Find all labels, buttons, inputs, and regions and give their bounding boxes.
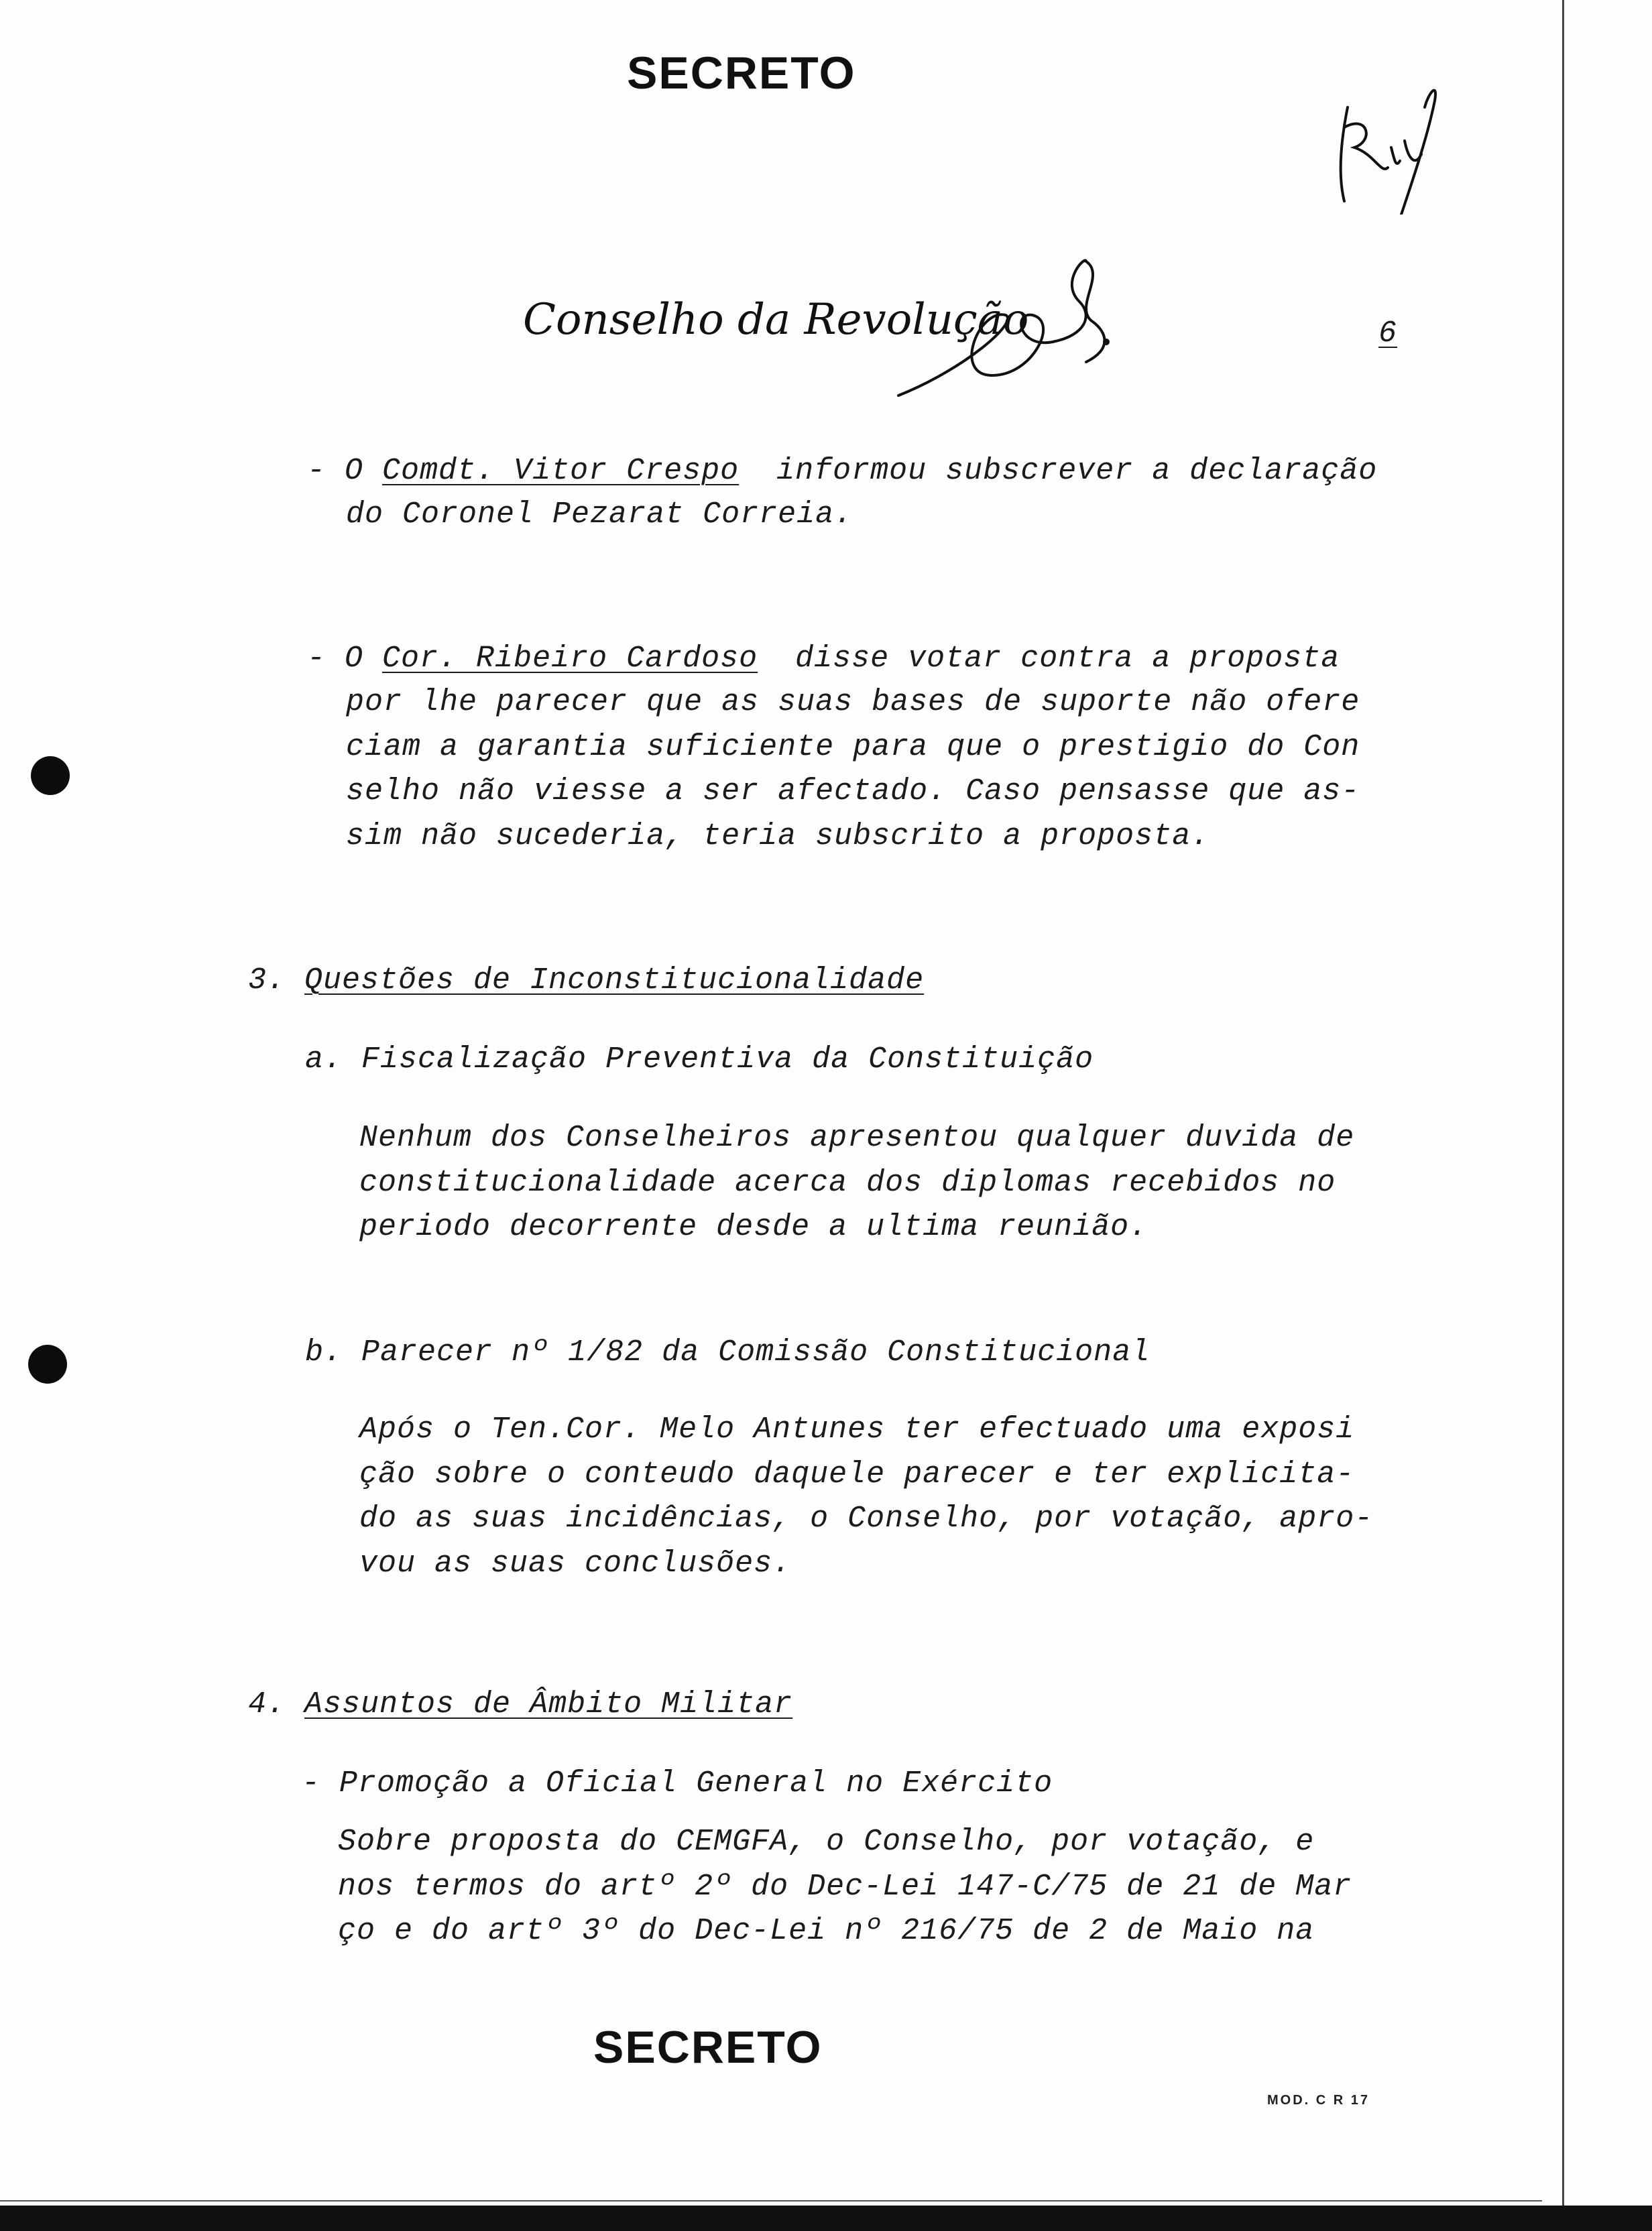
page-number: 6 [1378,316,1398,351]
paragraph-text: disse votar contra a proposta [758,642,1340,676]
classification-stamp-top: SECRETO [627,48,856,99]
subsection-3b-line3: do as suas incidências, o Conselho, por votação, apro- [359,1502,1374,1536]
subsection-3a-heading: a. Fiscalização Preventiva da Constituição [305,1042,1094,1077]
section-4-item-heading: - Promoção a Oficial General no Exército [302,1766,1053,1801]
subsection-3b-line2: ção sobre o conteudo daquele parecer e ter explicita- [359,1457,1355,1492]
paragraph-text: informou subscrever a declaração [739,454,1378,488]
scan-edge-right [1562,0,1564,2231]
paragraph-cardoso-line2: por lhe parecer que as suas bases de suporte não ofere [346,685,1360,719]
paragraph-crespo-line2: do Coronel Pezarat Correia. [346,497,853,532]
dash-marker: - O [307,454,383,488]
classification-stamp-bottom: SECRETO [593,2022,823,2073]
signature-rubric [885,241,1126,402]
speaker-name: Comdt. Vitor Crespo [382,454,740,488]
subsection-3a-line1: Nenhum dos Conselheiros apresentou qualquer duvida de [359,1121,1355,1155]
form-reference: MOD. C R 17 [1267,2093,1370,2108]
handwritten-initials [1321,67,1441,215]
section-4-heading [248,1683,792,1727]
scan-edge-bottom-line [0,2200,1542,2202]
subsection-3b-line1: Após o Ten.Cor. Melo Antunes ter efectuado uma exposi [359,1412,1355,1447]
subsection-3b-heading: b. Parecer nº 1/82 da Comissão Constitucional [305,1335,1150,1370]
paragraph-cardoso-line5: sim não sucederia, teria subscrito a proposta. [346,819,1210,853]
section-3-heading [248,959,924,1003]
section-4-line3: ço e do artº 3º do Dec-Lei nº 216/75 de 2 de Maio na [338,1914,1315,1948]
punch-hole [31,756,70,795]
section-4-line1: Sobre proposta do CEMGFA, o Conselho, por votação, e [338,1825,1315,1859]
section-title: Assuntos de Âmbito Militar [304,1687,793,1722]
letterhead-title: Conselho da Revolução [523,295,1029,345]
paragraph-cardoso-line4: selho não viesse a ser afectado. Caso pensasse que as- [346,774,1360,808]
paragraph-cardoso-line1 [307,637,1340,681]
subsection-3a-line2: constitucionalidade acerca dos diplomas recebidos no [359,1166,1336,1200]
section-number: 3. [248,963,305,998]
section-number: 4. [248,1687,305,1722]
paragraph-crespo-line1 [307,449,1377,493]
punch-hole [28,1345,67,1384]
dash-marker: - O [307,642,383,676]
paragraph-cardoso-line3: ciam a garantia suficiente para que o prestigio do Con [346,730,1360,764]
section-title: Questões de Inconstitucionalidade [304,963,925,998]
subsection-3b-line4: vou as suas conclusões. [359,1547,792,1581]
section-4-line2: nos termos do artº 2º do Dec-Lei 147-C/75 de 21 de Mar [338,1870,1352,1904]
scan-edge-bottom [0,2206,1652,2231]
speaker-name: Cor. Ribeiro Cardoso [382,642,758,676]
subsection-3a-line3: periodo decorrente desde a ultima reunião. [359,1210,1148,1244]
